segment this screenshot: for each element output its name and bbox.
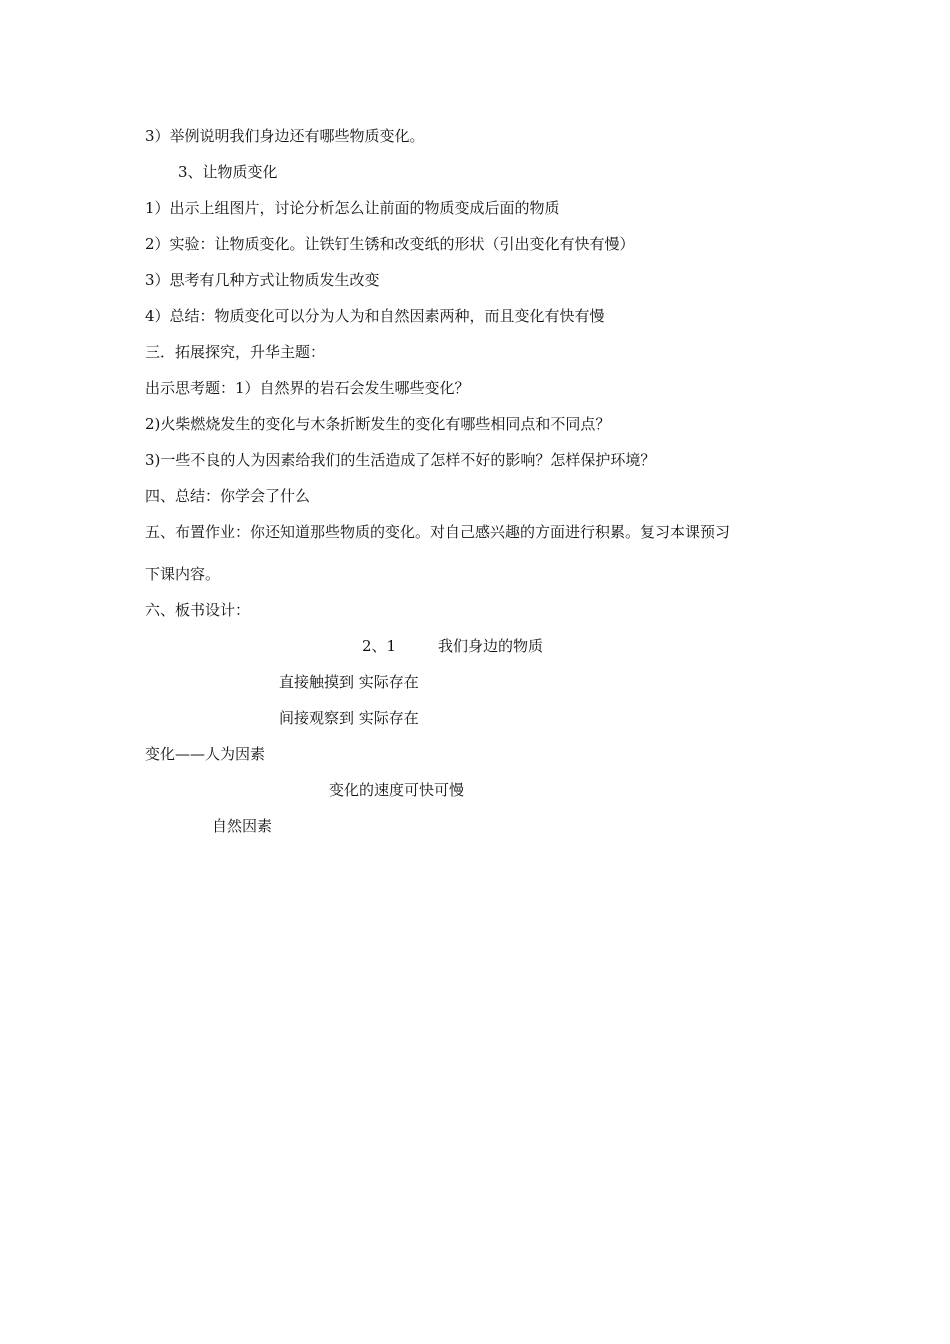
section-heading-extend: 三．拓展探究，升华主题： xyxy=(145,343,326,361)
section-heading-summary: 四、总结：你学会了什么 xyxy=(145,487,311,505)
text-line-4: 3）思考有几种方式让物质发生改变 xyxy=(145,271,380,289)
text-line-7: 2)火柴燃烧发生的变化与木条折断发生的变化有哪些相同点和不同点？ xyxy=(145,415,611,433)
section-heading-board: 六、板书设计： xyxy=(145,601,251,619)
board-line-5: 自然因素 xyxy=(212,817,273,835)
board-number: 2、1 xyxy=(362,637,397,655)
board-line-2: 间接观察到 实际存在 xyxy=(279,709,419,727)
text-line-5: 4）总结：物质变化可以分为人为和自然因素两种，而且变化有快有慢 xyxy=(145,307,605,325)
text-line-3: 2）实验：让物质变化。让铁钉生锈和改变纸的形状（引出变化有快有慢） xyxy=(145,235,635,253)
board-line-1: 直接触摸到 实际存在 xyxy=(279,673,419,691)
text-line-9: 下课内容。 xyxy=(145,565,221,583)
text-line-8: 3)一些不良的人为因素给我们的生活造成了怎样不好的影响？怎样保护环境？ xyxy=(145,451,656,469)
text-line-1: 3）举例说明我们身边还有哪些物质变化。 xyxy=(145,127,425,145)
text-line-2: 1）出示上组图片，讨论分析怎么让前面的物质变成后面的物质 xyxy=(145,199,560,217)
section-heading-homework: 五、布置作业：你还知道那些物质的变化。对自己感兴趣的方面进行积累。复习本课预习 xyxy=(145,523,731,541)
board-title: 我们身边的物质 xyxy=(438,637,544,655)
board-line-4: 变化的速度可快可慢 xyxy=(329,781,465,799)
section-heading-3: 3、让物质变化 xyxy=(178,163,278,181)
board-line-3: 变化——人为因素 xyxy=(145,745,266,763)
text-line-6: 出示思考题：1）自然界的岩石会发生哪些变化？ xyxy=(145,379,470,397)
